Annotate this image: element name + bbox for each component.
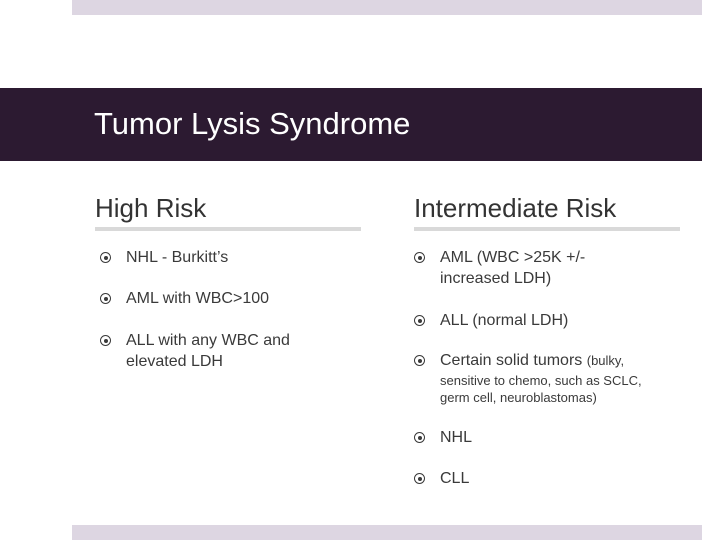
list-item-note-line: sensitive to chemo, such as SCLC, bbox=[440, 373, 642, 388]
circled-dot-icon bbox=[414, 252, 425, 263]
list-item-text-continued: elevated LDH bbox=[126, 353, 223, 370]
slide-title: Tumor Lysis Syndrome bbox=[94, 106, 411, 141]
list-item-text: ALL (normal LDH) bbox=[440, 312, 569, 329]
list-item-text-continued: increased LDH) bbox=[440, 270, 552, 287]
bottom-accent-strip bbox=[72, 525, 702, 540]
list-item-text: AML (WBC >25K +/- bbox=[440, 249, 586, 266]
circled-dot-icon bbox=[414, 432, 425, 443]
list-item-text: ALL with any WBC and bbox=[126, 332, 290, 349]
high-risk-heading: High Risk bbox=[95, 193, 207, 223]
list-item-text: NHL - Burkitt’s bbox=[126, 249, 229, 266]
circled-dot-icon bbox=[414, 355, 425, 366]
list-item-note-line: germ cell, neuroblastomas) bbox=[440, 390, 597, 405]
list-item-main-text: Certain solid tumors bbox=[440, 352, 583, 369]
circled-dot-icon bbox=[414, 473, 425, 484]
list-item-note: (bulky, bbox=[586, 353, 625, 368]
circled-dot-icon bbox=[100, 252, 111, 263]
intermediate-risk-heading-rule bbox=[414, 227, 680, 231]
circled-dot-icon bbox=[414, 315, 425, 326]
circled-dot-icon bbox=[100, 293, 111, 304]
circled-dot-icon bbox=[100, 335, 111, 346]
list-item-text: NHL bbox=[440, 429, 473, 446]
high-risk-heading-rule bbox=[95, 227, 361, 231]
intermediate-risk-heading: Intermediate Risk bbox=[414, 193, 617, 223]
top-accent-strip bbox=[72, 0, 702, 15]
list-item-text bbox=[440, 350, 624, 371]
list-item-text: CLL bbox=[440, 470, 470, 487]
list-item-text: AML with WBC>100 bbox=[126, 290, 270, 307]
